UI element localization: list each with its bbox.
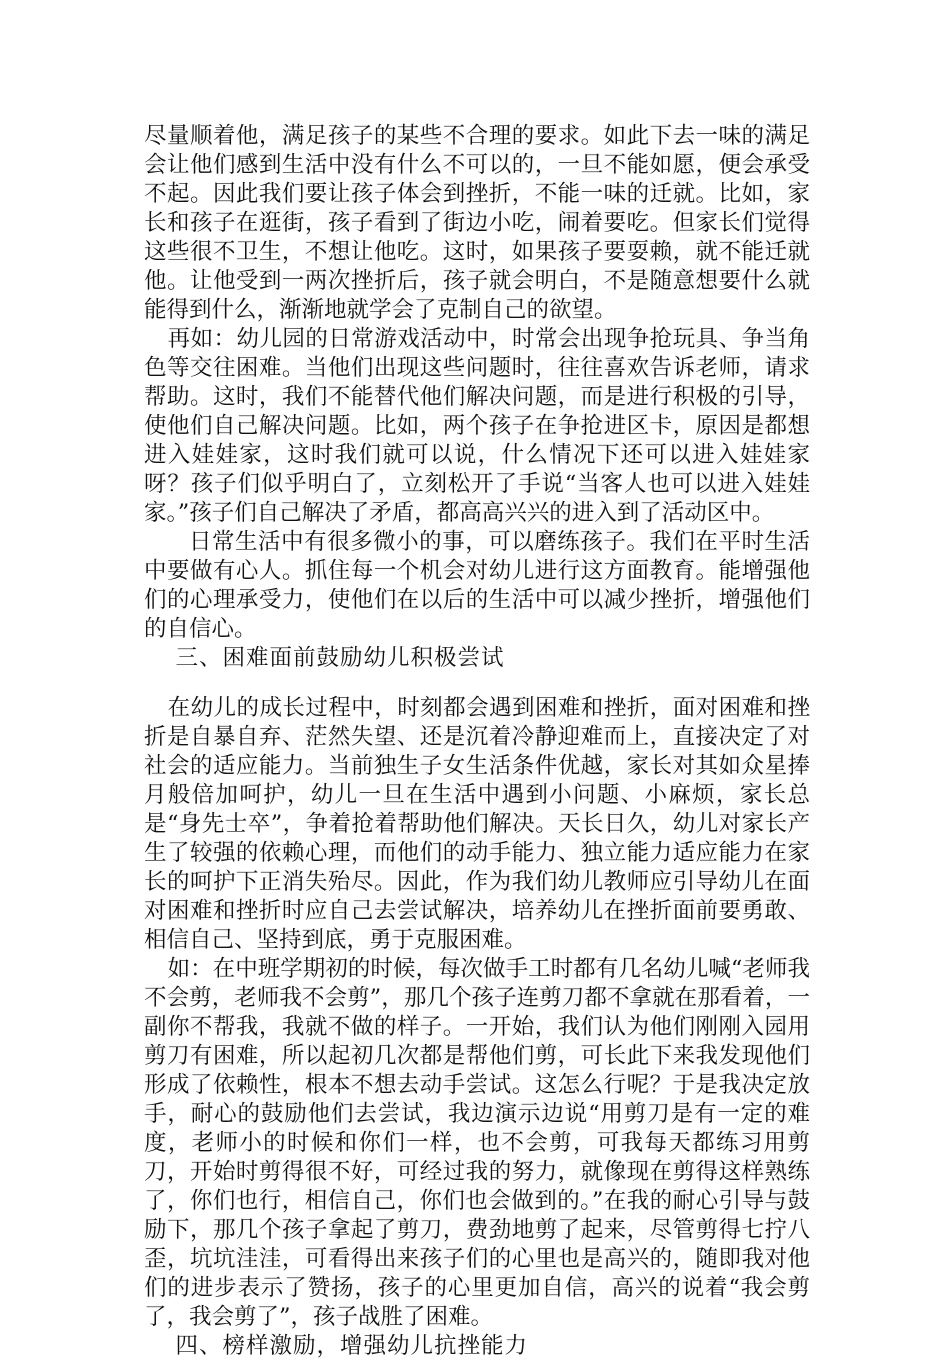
document-page	[144, 122, 810, 1361]
section-heading-4: 四、榜样激励，增强幼儿抗挫能力	[175, 1333, 529, 1359]
paragraph-example-play: 再如：幼儿园的日常游戏活动中，时常会出现争抢玩具、争当角色等交往困难。当他们出现这些问题时，往往喜欢告诉老师，请求帮助。这时，我们不能替代他们解决问题，而是进行积极的引导，使他们自己解决问题。比如，两个孩子在争抢进区卡，原因是都想进入娃娃家，这时我们就可以说，什么情况下还可以进入娃娃家呀？孩子们似乎明白了，立刻松开了手说“当客人也可以进入娃娃家。”孩子们自己解决了矛盾，都高高兴兴的进入到了活动区中。	[144, 326, 810, 526]
paragraph-growth: 在幼儿的成长过程中，时刻都会遇到困难和挫折，面对困难和挫折是自暴自弃、茫然失望、还是沉着冷静迎难而上，直接决定了对社会的适应能力。当前独生子女生活条件优越，家长对其如众星捧月般倍加呵护，幼儿一旦在生活中遇到小问题、小麻烦，家长总是“身先士卒”，争着抢着帮助他们解决。天长日久，幼儿对家长产生了较强的依赖心理，而他们的动手能力、独立能力适应能力在家长的呵护下正消失殆尽。因此，作为我们幼儿教师应引导幼儿在面对困难和挫折时应自己去尝试解决，培养幼儿在挫折面前要勇敢、相信自己、坚持到底，勇于克服困难。	[144, 695, 810, 953]
paragraph-daily-life: 日常生活中有很多微小的事，可以磨练孩子。我们在平时生活中要做有心人。抓住每一个机会对幼儿进行这方面教育。能增强他们的心理承受力，使他们在以后的生活中可以减少挫折，增强他们的自信心。	[144, 529, 810, 642]
paragraph-scissors-example: 如：在中班学期初的时候，每次做手工时都有几名幼儿喊“老师我不会剪，老师我不会剪”，那几个孩子连剪刀都不拿就在那看着，一副你不帮我，我就不做的样子。一开始，我们认为他们刚刚入园用剪刀有困难，所以起初几次都是帮他们剪，可长此下来我发现他们形成了依赖性，根本不想去动手尝试。这怎么行呢？于是我决定放手，耐心的鼓励他们去尝试，我边演示边说“用剪刀是有一定的难度，老师小的时候和你们一样，也不会剪，可我每天都练习用剪刀，开始时剪得很不好，可经过我的努力，就像现在剪得这样熟练了，你们也行，相信自己，你们也会做到的。”在我的耐心引导与鼓励下，那几个孩子拿起了剪刀，费劲地剪了起来，尽管剪得七拧八歪，坑坑洼洼，可看得出来孩子们的心里也是高兴的，随即我对他们的进步表示了赞扬，孩子的心里更加自信，高兴的说着“我会剪了，我会剪了”，孩子战胜了困难。	[144, 956, 810, 1330]
paragraph-continuation: 尽量顺着他，满足孩子的某些不合理的要求。如此下去一味的满足会让他们感到生活中没有什么不可以的，一旦不能如愿，便会承受不起。因此我们要让孩子体会到挫折，不能一味的迁就。比如，家长和孩子在逛街，孩子看到了街边小吃，闹着要吃。但家长们觉得这些很不卫生，不想让他吃。这时，如果孩子要耍赖，就不能迁就他。让他受到一两次挫折后，孩子就会明白，不是随意想要什么就能得到什么，渐渐地就学会了克制自己的欲望。	[144, 123, 810, 323]
section-heading-3: 三、困难面前鼓励幼儿积极尝试	[175, 645, 505, 671]
